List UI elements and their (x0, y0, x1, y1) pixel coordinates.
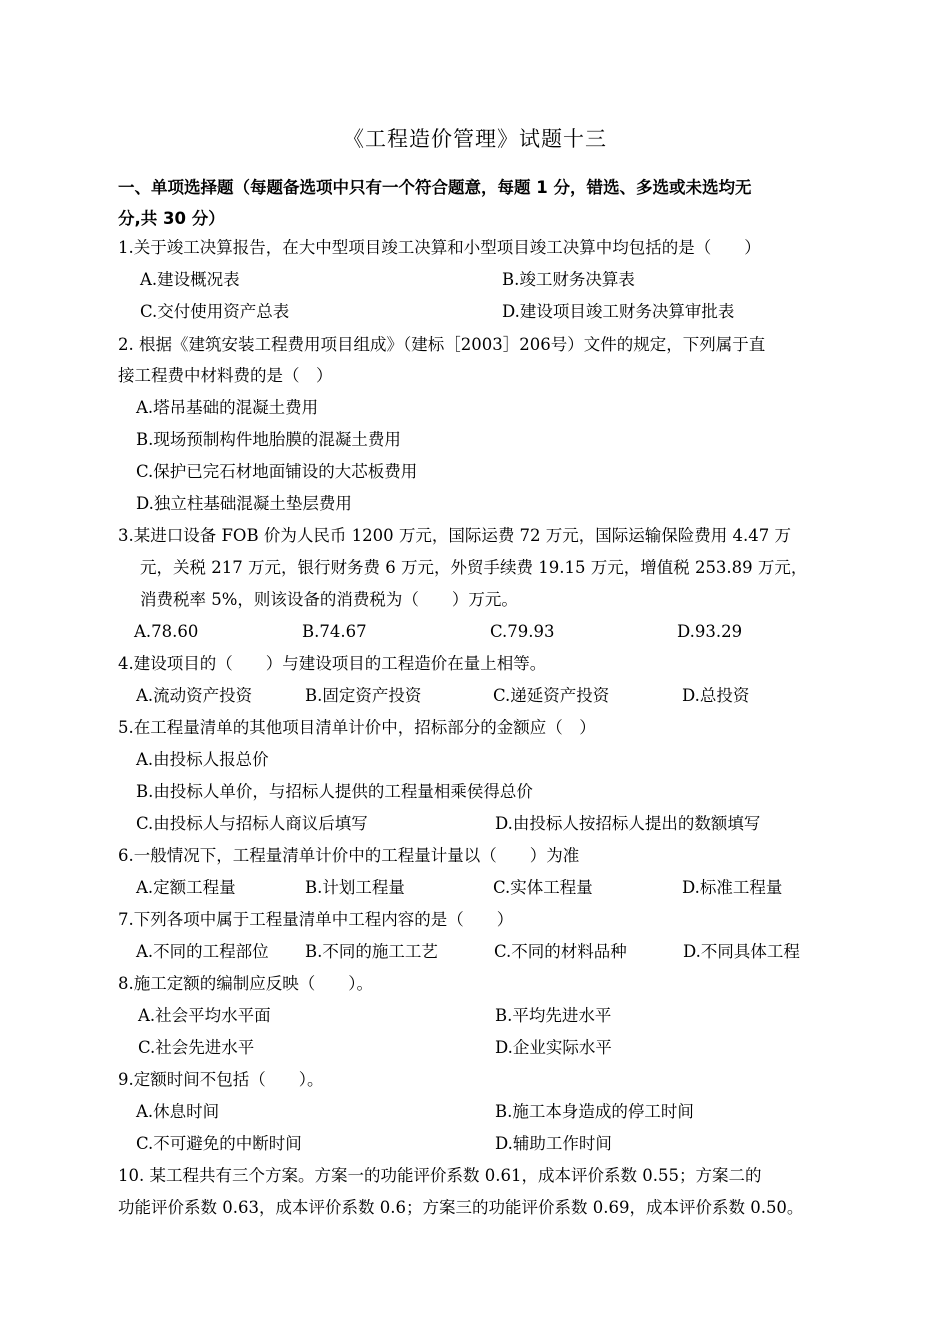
question-3-stem-line-1: 3.某进口设备 FOB 价为人民币 1200 万元，国际运费 72 万元，国际运输保险费用 4.47 万 (118, 526, 792, 545)
question-5-option-a: A.由投标人报总价 (136, 750, 269, 769)
question-3-option-a: A.78.60 (134, 622, 199, 641)
question-2-option-d: D.独立柱基础混凝土垫层费用 (136, 494, 352, 513)
question-7-option-a: A.不同的工程部位 (136, 942, 269, 961)
question-5-option-b: B.由投标人单价，与招标人提供的工程量相乘侯得总价 (136, 782, 533, 801)
question-1-option-d: D.建设项目竣工财务决算审批表 (502, 302, 735, 321)
question-7-option-c: C.不同的材料品种 (494, 942, 627, 961)
question-9-option-a: A.休息时间 (136, 1102, 220, 1121)
question-8-option-c: C.社会先进水平 (138, 1038, 255, 1057)
question-3-option-d: D.93.29 (677, 622, 743, 641)
question-9-stem: 9.定额时间不包括（ ）。 (118, 1070, 324, 1089)
question-8-stem: 8.施工定额的编制应反映（ ）。 (118, 974, 373, 993)
question-4-option-d: D.总投资 (682, 686, 750, 705)
question-1-stem: 1.关于竣工决算报告，在大中型项目竣工决算和小型项目竣工决算中均包括的是（ ） (118, 238, 761, 257)
section-heading-line-1: 一、单项选择题（每题备选项中只有一个符合题意，每题 1 分，错选、多选或未选均无 (118, 178, 752, 197)
question-10-stem-line-1: 10. 某工程共有三个方案。方案一的功能评价系数 0.61，成本评价系数 0.55；方案二的 (118, 1166, 762, 1185)
question-6-stem: 6.一般情况下，工程量清单计价中的工程量计量以（ ）为准 (118, 846, 580, 865)
question-6-option-d: D.标准工程量 (682, 878, 783, 897)
question-9-option-c: C.不可避免的中断时间 (136, 1134, 302, 1153)
question-5-option-d: D.由投标人按招标人提出的数额填写 (495, 814, 761, 833)
question-6-option-b: B.计划工程量 (305, 878, 405, 897)
question-1-option-a: A.建设概况表 (140, 270, 240, 289)
question-7-stem: 7.下列各项中属于工程量清单中工程内容的是（ ） (118, 910, 514, 929)
question-1-option-b: B.竣工财务决算表 (502, 270, 635, 289)
question-7-option-d: D.不同具体工程 (683, 942, 800, 961)
question-6-option-c: C.实体工程量 (493, 878, 593, 897)
question-8-option-d: D.企业实际水平 (495, 1038, 612, 1057)
question-4-option-a: A.流动资产投资 (136, 686, 253, 705)
question-4-stem: 4.建设项目的（ ）与建设项目的工程造价在量上相等。 (118, 654, 547, 673)
question-4-option-b: B.固定资产投资 (305, 686, 422, 705)
question-8-option-a: A.社会平均水平面 (138, 1006, 271, 1025)
question-9-option-d: D.辅助工作时间 (495, 1134, 612, 1153)
question-6-option-a: A.定额工程量 (136, 878, 236, 897)
page-title: 《工程造价管理》试题十三 (343, 127, 607, 151)
question-5-option-c: C.由投标人与招标人商议后填写 (136, 814, 368, 833)
question-1-option-c: C.交付使用资产总表 (140, 302, 290, 321)
question-5-stem: 5.在工程量清单的其他项目清单计价中，招标部分的金额应（ ） (118, 718, 596, 737)
question-9-option-b: B.施工本身造成的停工时间 (495, 1102, 694, 1121)
question-2-option-b: B.现场预制构件地胎膜的混凝土费用 (136, 430, 401, 449)
section-heading (118, 172, 860, 234)
question-7-option-b: B.不同的施工工艺 (305, 942, 438, 961)
question-10-stem-line-2: 功能评价系数 0.63，成本评价系数 0.6；方案三的功能评价系数 0.69，成本评价系数 0.50。 (118, 1198, 804, 1217)
question-2-stem-line-1: 2. 根据《建筑安装工程费用项目组成》（建标［2003］206号）文件的规定，下列属于直 (118, 335, 766, 354)
section-heading-line-2: 分,共 30 分） (118, 209, 225, 228)
question-3-stem-line-3: 消费税率 5%，则该设备的消费税为（ ）万元。 (140, 590, 518, 609)
question-4-option-c: C.递延资产投资 (493, 686, 610, 705)
question-2-option-a: A.塔吊基础的混凝土费用 (136, 398, 319, 417)
question-2-stem-line-2: 接工程费中材料费的是（ ） (118, 366, 333, 385)
question-8-option-b: B.平均先进水平 (495, 1006, 612, 1025)
question-3-option-c: C.79.93 (490, 622, 555, 641)
question-3-stem-line-2: 元，关税 217 万元，银行财务费 6 万元，外贸手续费 19.15 万元，增值税 253.89 万元， (140, 558, 808, 577)
question-2-option-c: C.保护已完石材地面铺设的大芯板费用 (136, 462, 418, 481)
question-3-option-b: B.74.67 (302, 622, 367, 641)
